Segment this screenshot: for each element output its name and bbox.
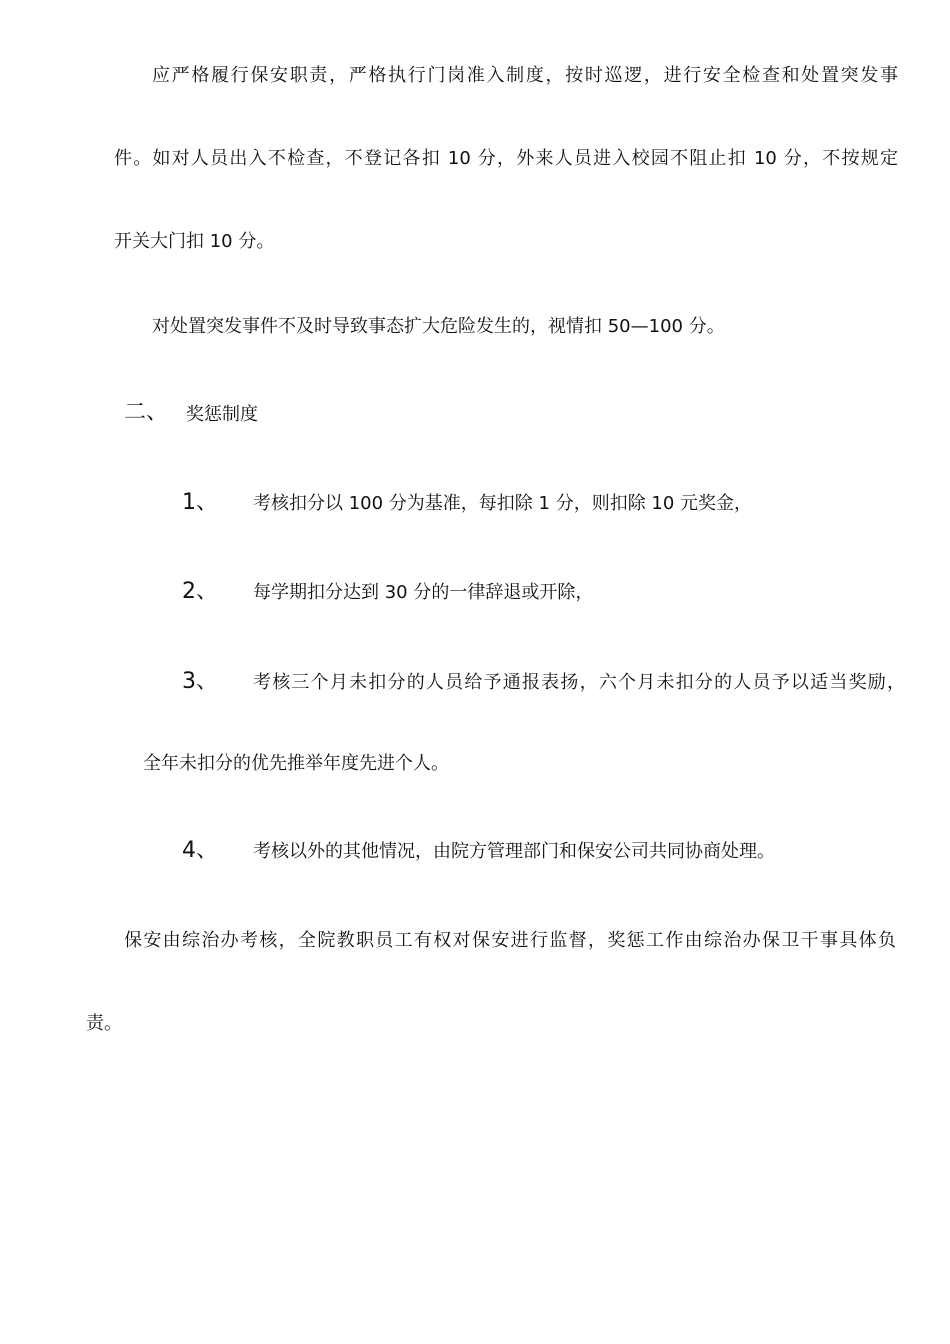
paragraph-1-line-1: 应严格履行保安职责，严格执行门岗准入制度，按时巡逻，进行安全检查和处置突发事 xyxy=(152,65,898,86)
paragraph-1-line-2: 件。如对人员出入不检查，不登记各扣 10 分，外来人员进入校园不阻止扣 10 分，不按规定 xyxy=(114,148,898,169)
paragraph-1-line-3: 开关大门扣 10 分。 xyxy=(114,231,275,252)
list-item-number: 4、 xyxy=(182,838,218,863)
list-item-text: 考核以外的其他情况，由院方管理部门和保安公司共同协商处理。 xyxy=(253,841,775,862)
closing-line-1: 保安由综治办考核，全院教职员工有权对保安进行监督，奖惩工作由综治办保卫干事具体负 xyxy=(124,930,896,951)
list-item-number: 3、 xyxy=(182,669,218,694)
closing-line-2: 责。 xyxy=(86,1013,122,1034)
list-item-number: 2、 xyxy=(182,579,218,604)
list-item-number: 1、 xyxy=(182,490,218,515)
list-item-text: 考核扣分以 100 分为基准，每扣除 1 分，则扣除 10 元奖金， xyxy=(253,493,753,514)
list-item-text: 每学期扣分达到 30 分的一律辞退或开除， xyxy=(253,582,594,603)
list-item-continuation: 全年未扣分的优先推举年度先进个人。 xyxy=(143,753,449,774)
list-item-text: 考核三个月未扣分的人员给予通报表扬，六个月未扣分的人员予以适当奖励， xyxy=(253,672,905,693)
paragraph-2: 对处置突发事件不及时导致事态扩大危险发生的，视情扣 50—100 分。 xyxy=(152,316,725,337)
section-number: 二、 xyxy=(124,400,169,425)
section-title: 奖惩制度 xyxy=(186,404,258,425)
